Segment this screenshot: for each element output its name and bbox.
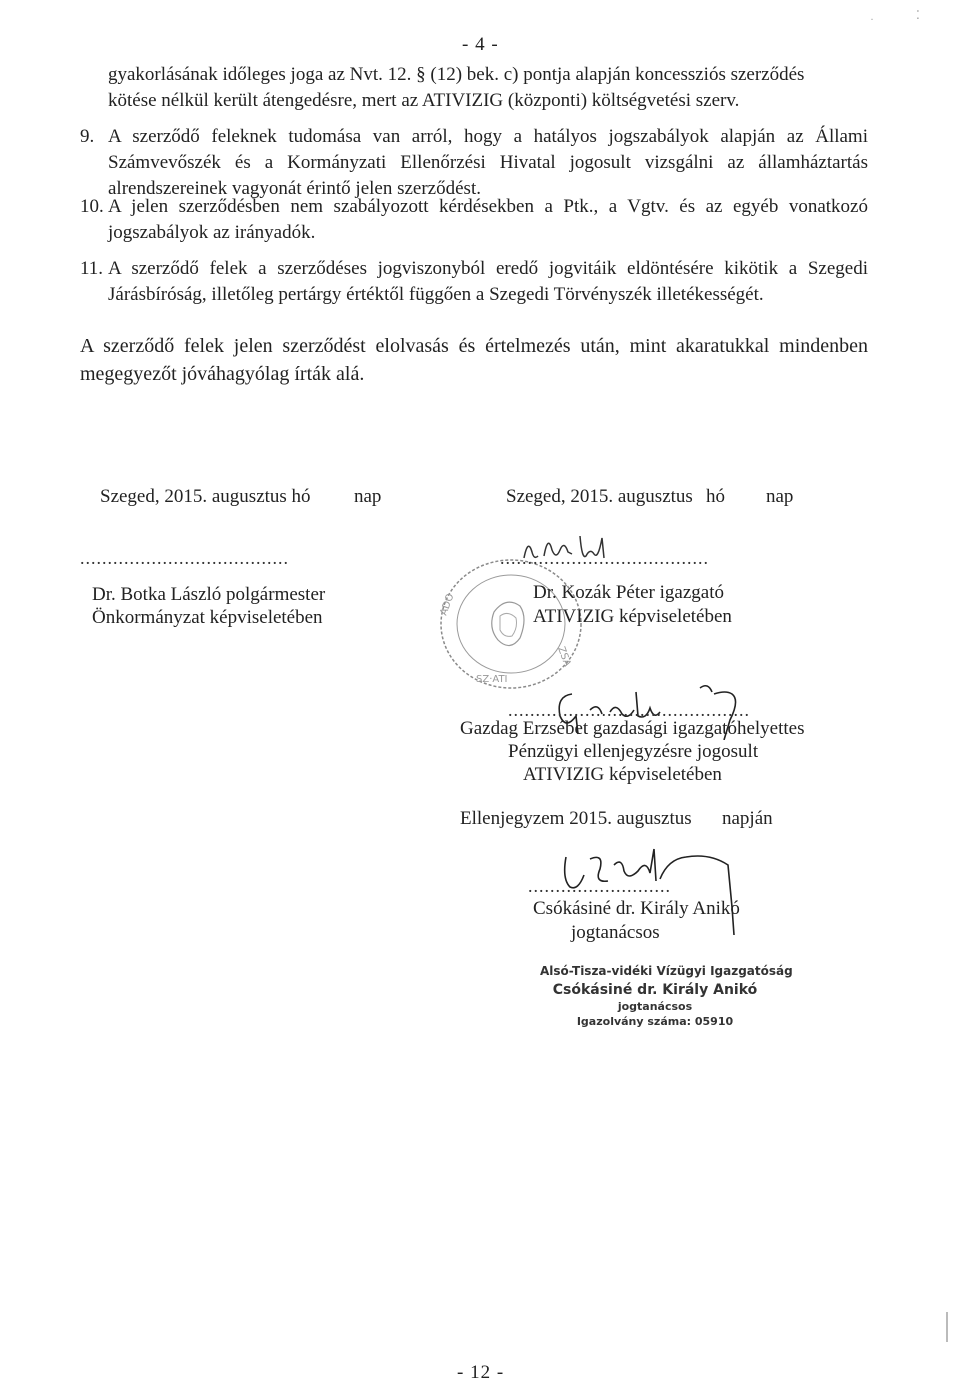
svg-text:SZ·ATI: SZ·ATI [476,674,508,685]
list-item-10 [80,194,868,246]
right-date-suffix: nap [766,486,794,507]
finance-signature-line: ............................................ [508,700,750,720]
left-signer-role: Önkormányzat képviseletében [92,607,323,628]
bottom-page-number: - 12 - [457,1362,505,1383]
legal-signature-line: .......................... [528,876,671,896]
finance-signer-role: Pénzügyi ellenjegyzésre jogosult [508,741,759,762]
countersign-suffix: napján [722,808,773,829]
svg-text:ADO: ADO [438,592,457,618]
svg-text:ZSA: ZSA [555,645,573,669]
legal-signer-name: Csókásiné dr. Király Anikó [533,898,740,919]
left-signature-line: ...................................... [80,548,289,568]
intro-line-2: kötése nélkül került átengedésre, mert az ATIVIZIG (központi) költségvetési szerv. [108,90,740,111]
intro-line-1: gyakorlásának időleges joga az Nvt. 12. § (12) bek. c) pontja alapján koncessziós szerződés [108,64,805,85]
countersign-text: Ellenjegyzem 2015. augusztus [460,808,692,829]
legal-signer-role: jogtanácsos [571,922,660,943]
right-date-ho: hó [706,486,725,507]
right-date: Szeged, 2015. augusztus [506,486,693,507]
finance-signer-name: Gazdag Erzsébet gazdasági igazgatóhelyettes [460,718,805,739]
list-item-9 [80,124,868,202]
left-date: Szeged, 2015. augusztus hó [100,486,311,507]
scan-edge-mark [946,1312,948,1342]
stamp-line-3: jogtanácsos [617,1000,693,1013]
item-number: 11. [80,258,104,279]
list-item-11 [80,256,868,308]
name-stamp [540,964,793,1028]
scan-speck: ⁚ [916,8,920,22]
left-date-suffix: nap [354,486,382,507]
item-number: 10. [80,196,104,217]
finance-signer-org: ATIVIZIG képviseletében [523,764,722,785]
item-text: A szerződő felek a szerződéses jogviszonyból eredő jogvitáik eldöntésére kikötik a Szegedi Járásbíróság, illetőleg pertárgy értéktől függően a Szegedi Törvényszék illetékességét. [108,258,868,305]
right-signer-role: ATIVIZIG képviseletében [533,606,732,627]
top-page-number: - 4 - [462,34,499,55]
right-signature-line: ...................................... [500,548,709,568]
closing-paragraph: A szerződő felek jelen szerződést elolvasás és értelmezés után, mint akaratukkal mindenben megegyezőt jóváhagyólag írták alá. [80,335,868,385]
stamp-line-1: Alsó-Tisza-vidéki Vízügyi Igazgatóság [540,964,793,978]
stamp-line-2: Csókásiné dr. Király Anikó [552,982,758,998]
right-signer-name: Dr. Kozák Péter igazgató [533,582,724,603]
stamp-line-4: Igazolvány száma: 05910 [576,1015,734,1028]
left-signer-name: Dr. Botka László polgármester [92,584,326,605]
item-text: A jelen szerződésben nem szabályozott kérdésekben a Ptk., a Vgtv. és az egyéb vonatkozó jogszabályok az irányadók. [108,196,868,243]
item-text: A szerződő feleknek tudomása van arról, hogy a hatályos jogszabályok alapján az Állami Számvevőszék és a Kormányzati Ellenőrzési Hivatal jogosult vizsgálni az államháztartás alrendszereinek vagyonát érintő jelen szerződést. [108,126,868,199]
item-number: 9. [80,126,95,147]
scan-speck: · [870,12,874,26]
